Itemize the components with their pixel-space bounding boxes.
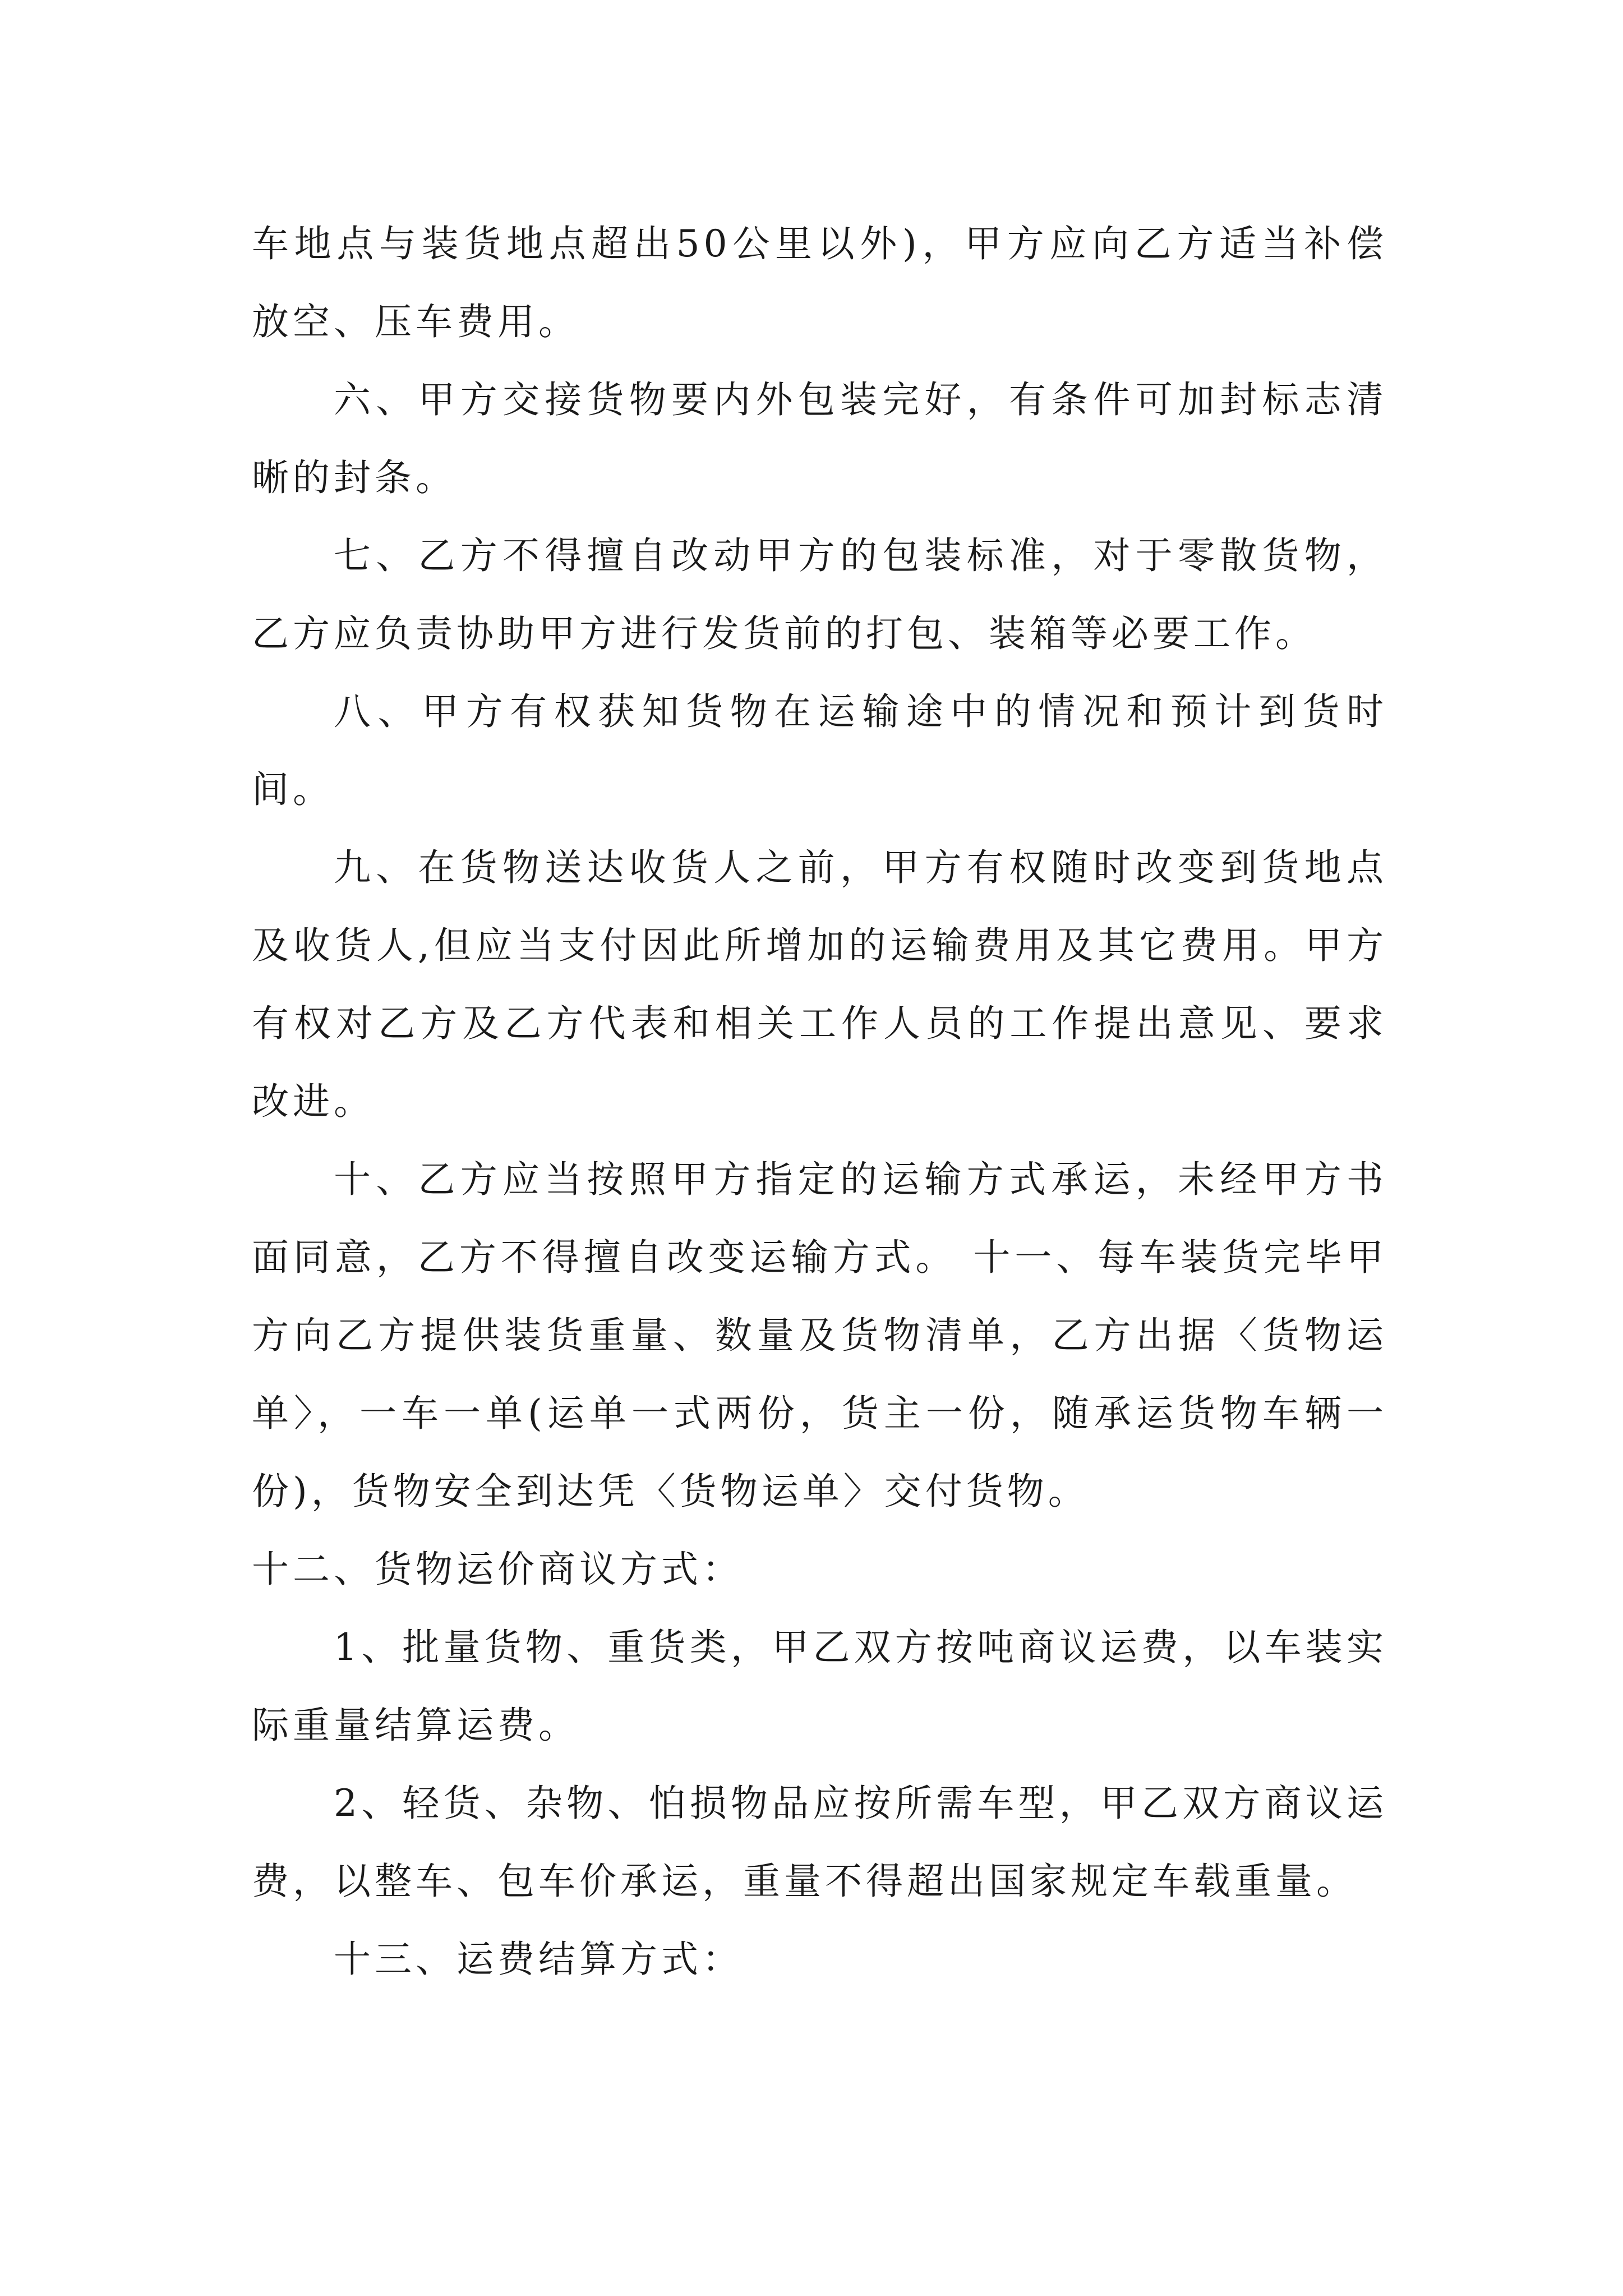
paragraph-clause-6-packaging: 六、甲方交接货物要内外包装完好，有条件可加封标志清晰的封条。: [252, 378, 1387, 499]
document-body: [252, 205, 1387, 1998]
paragraph-clause-8-tracking: 八、甲方有权获知货物在运输途中的情况和预计到货时间。: [252, 690, 1387, 811]
paragraph-clause-10-11-transport-method: 十、乙方应当按照甲方指定的运输方式承运，未经甲方书面同意，乙方不得擅自改变运输方式。 十一、每车装货完毕甲方向乙方提供装货重量、数量及货物清单，乙方出据〈货物运单〉，一车一单(运单一式两份，货主一份，随承运货物车辆一份)，货物安全到达凭〈货物运单〉交付货物。: [252, 1158, 1387, 1513]
paragraph-clause-13-heading: 十三、运费结算方式：: [334, 1938, 743, 1981]
paragraph-continuation-compensation: 车地点与装货地点超出50公里以外)，甲方应向乙方适当补偿放空、压车费用。: [252, 222, 1387, 343]
paragraph-clause-12-heading: 十二、货物运价商议方式：: [252, 1548, 743, 1591]
paragraph-clause-12-item-1: 1、批量货物、重货类，甲乙双方按吨商议运费，以车装实际重量结算运费。: [252, 1626, 1387, 1747]
paragraph-clause-9-change-destination: 九、在货物送达收货人之前，甲方有权随时改变到货地点及收货人,但应当支付因此所增加的运输费用及其它费用。甲方有权对乙方及乙方代表和相关工作人员的工作提出意见、要求改进。: [252, 846, 1387, 1123]
paragraph-clause-12-item-2: 2、轻货、杂物、怕损物品应按所需车型，甲乙双方商议运费，以整车、包车价承运，重量不得超出国家规定车载重量。: [252, 1782, 1387, 1903]
paragraph-clause-7-packing-standard: 七、乙方不得擅自改动甲方的包装标准，对于零散货物，乙方应负责协助甲方进行发货前的打包、装箱等必要工作。: [252, 534, 1387, 655]
